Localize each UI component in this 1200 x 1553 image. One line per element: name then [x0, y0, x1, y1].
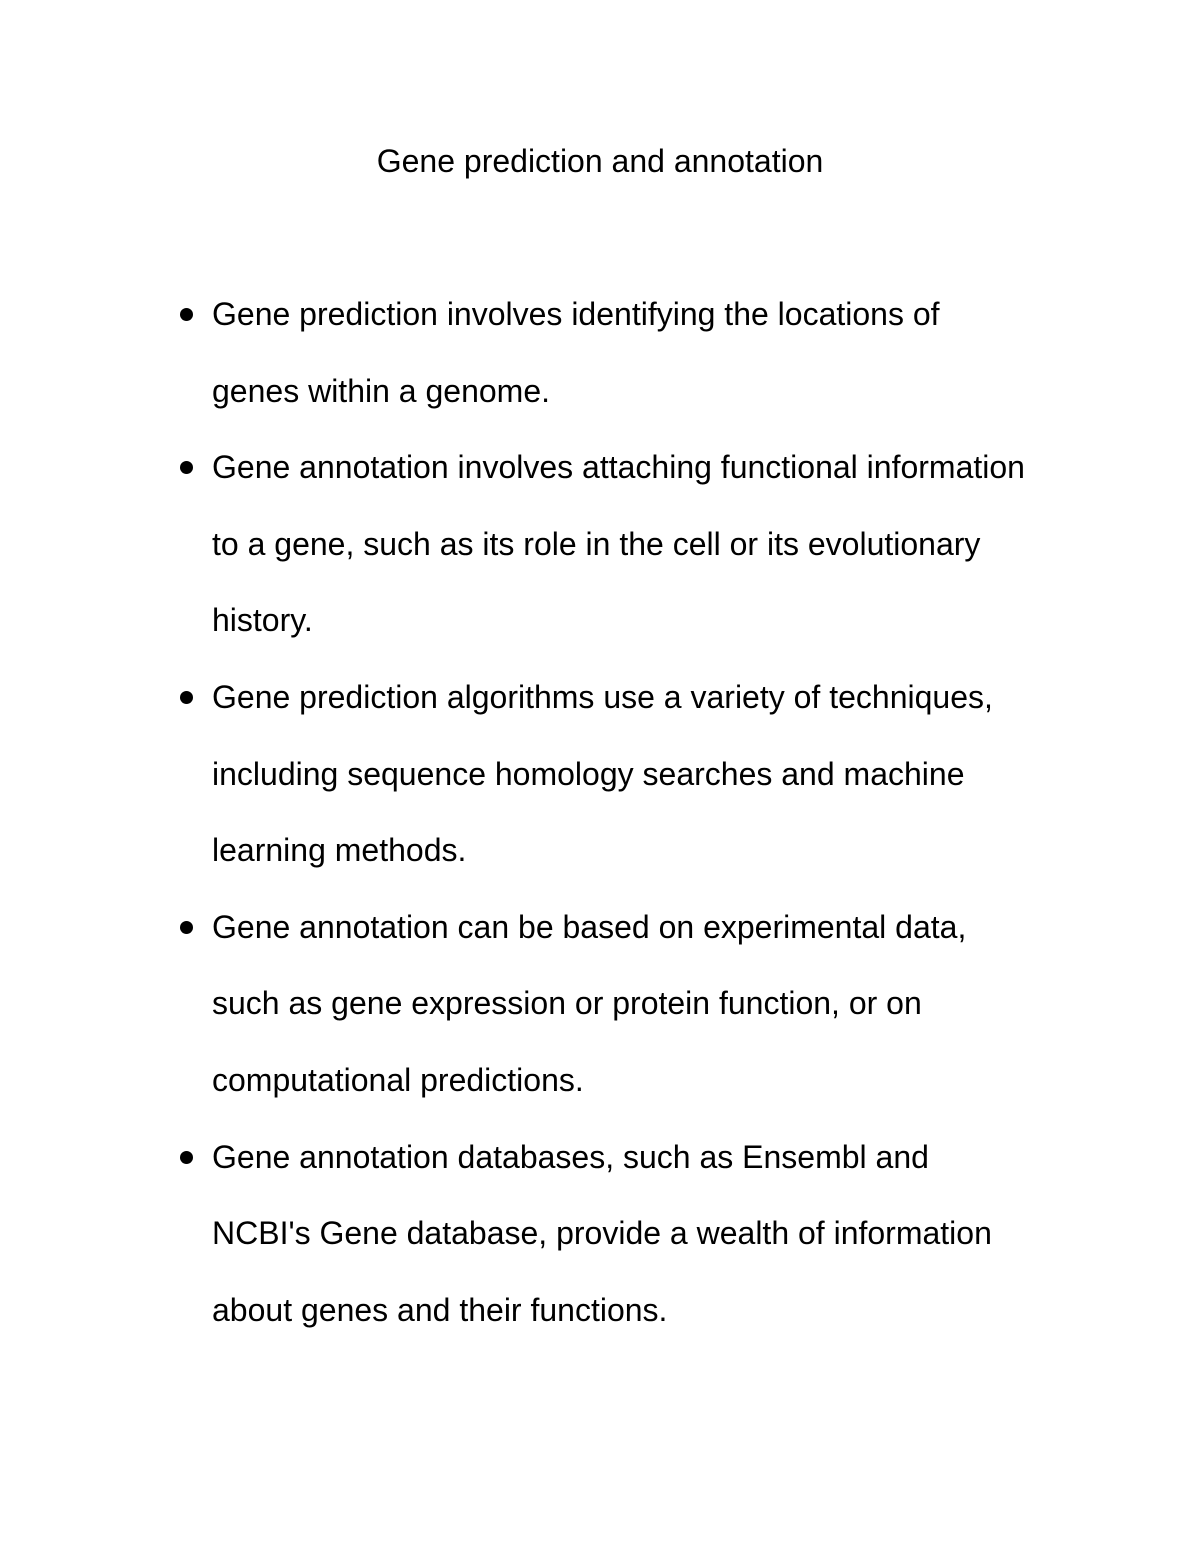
list-item	[212, 1119, 1092, 1349]
list-item-line: including sequence homology searches and machine	[212, 755, 965, 792]
bullet-icon	[180, 308, 193, 321]
list-item-line: computational predictions.	[212, 1061, 584, 1098]
list-item-line: about genes and their functions.	[212, 1291, 668, 1328]
list-item	[212, 889, 1092, 1119]
bullet-icon	[180, 691, 193, 704]
list-item-line: Gene annotation involves attaching functional information	[212, 449, 1025, 486]
bullet-icon	[180, 921, 193, 934]
list-item-line: Gene annotation databases, such as Ensembl and	[212, 1138, 929, 1175]
page-title: Gene prediction and annotation	[376, 143, 824, 179]
list-item-line: Gene prediction algorithms use a variety of techniques,	[212, 678, 993, 715]
list-item-line: genes within a genome.	[212, 372, 550, 409]
list-item-line: NCBI's Gene database, provide a wealth of information	[212, 1215, 992, 1252]
bullet-list	[212, 276, 1092, 1348]
bullet-icon	[180, 461, 193, 474]
list-item	[212, 276, 1092, 429]
list-item	[212, 429, 1092, 659]
bullet-icon	[180, 1151, 193, 1164]
list-item-line: learning methods.	[212, 832, 467, 869]
list-item-line: to a gene, such as its role in the cell or its evolutionary	[212, 525, 981, 562]
list-item-line: Gene prediction involves identifying the locations of	[212, 296, 940, 332]
list-item	[212, 659, 1092, 889]
list-item-line: such as gene expression or protein function, or on	[212, 985, 922, 1022]
list-item-line: history.	[212, 602, 313, 639]
list-item-line: Gene annotation can be based on experimental data,	[212, 908, 967, 945]
